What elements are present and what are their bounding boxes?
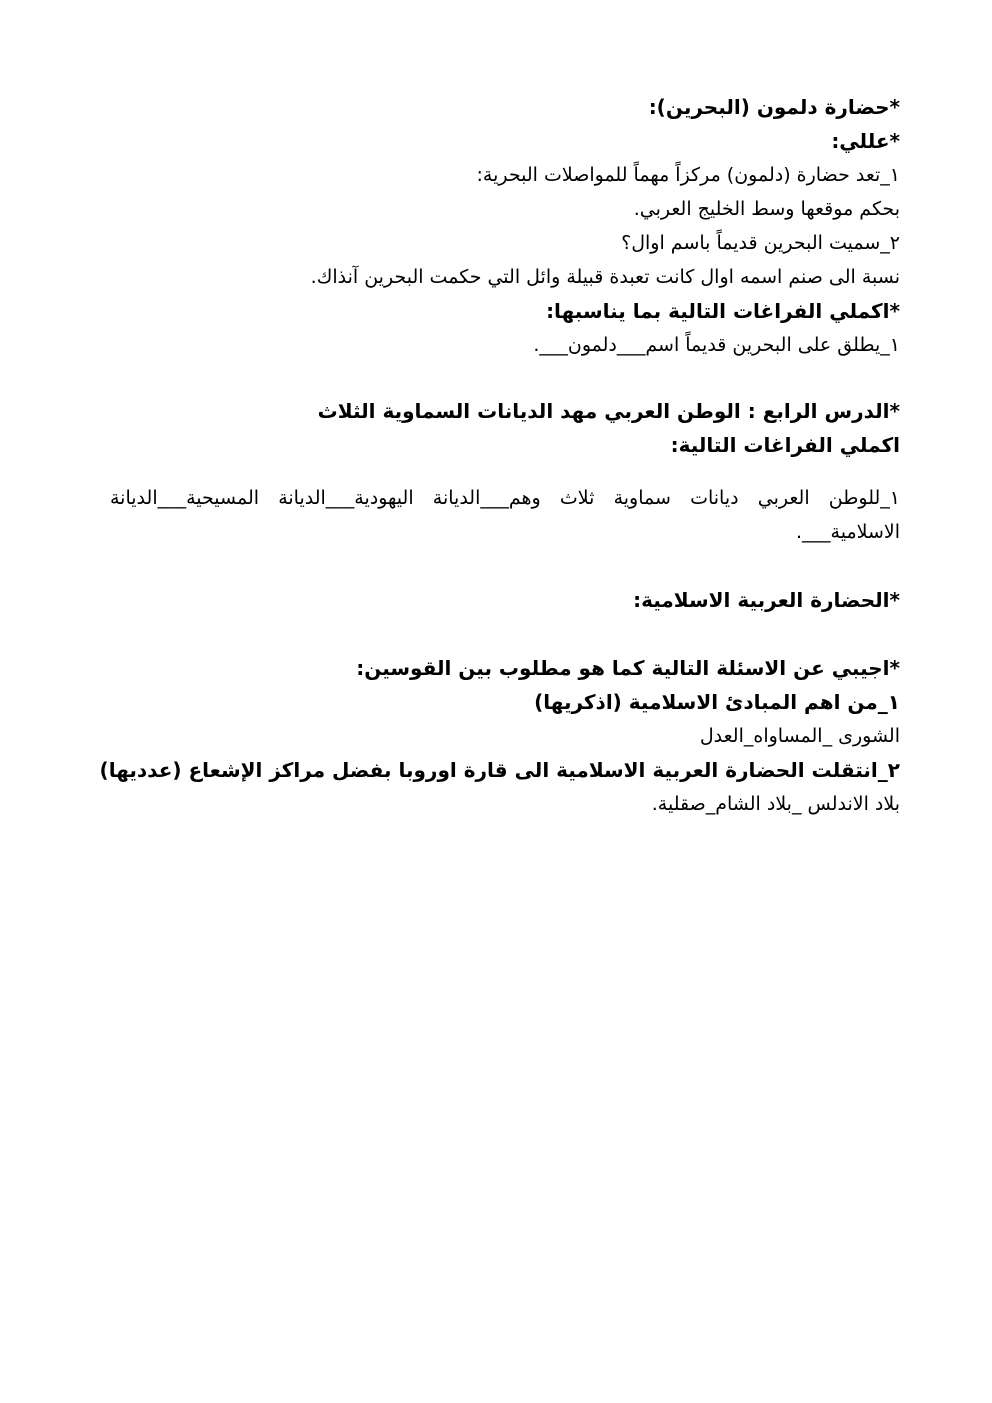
answer-principles: الشورى _المساواه_العدل bbox=[699, 725, 900, 747]
fill-blanks-heading: *اكملي الفراغات التالية بما يناسبها: bbox=[546, 299, 900, 323]
fill-blank-1: ١_يطلق على البحرين قديماً اسم___دلمون___. bbox=[533, 334, 900, 356]
explain-heading: *عللي: bbox=[831, 129, 900, 153]
answer-2: نسبة الى صنم اسمه اوال كانت تعبدة قبيلة وائل التي حكمت البحرين آنذاك. bbox=[310, 266, 900, 288]
section-title-islamic-civilization: *الحضارة العربية الاسلامية: bbox=[633, 588, 900, 612]
answer-centers: بلاد الاندلس _بلاد الشام_صقلية. bbox=[651, 793, 900, 815]
fill-blank-religions: ١_للوطن العربي ديانات سماوية ثلاث وهم___الديانة اليهودية___الديانة المسيحية___الديانة الاسلامية___. bbox=[110, 487, 900, 543]
section-title-dilmun: *حضارة دلمون (البحرين): bbox=[648, 95, 900, 119]
question-centers: ٢_انتقلت الحضارة العربية الاسلامية الى قارة اوروبا بفضل مراكز الإشعاع (عدديها) bbox=[99, 758, 900, 782]
question-1: ١_تعد حضارة (دلمون) مركزاً مهماً للمواصلات البحرية: bbox=[476, 164, 900, 186]
questions-instruction: *اجيبي عن الاسئلة التالية كما هو مطلوب بين القوسين: bbox=[356, 656, 900, 680]
question-principles: ١_من اهم المبادئ الاسلامية (اذكريها) bbox=[534, 690, 900, 714]
answer-1: بحكم موقعها وسط الخليج العربي. bbox=[633, 198, 900, 220]
lesson-four-title: *الدرس الرابع : الوطن العربي مهد الديانات السماوية الثلاث bbox=[317, 399, 900, 423]
fill-blanks-heading-2: اكملي الفراغات التالية: bbox=[670, 433, 900, 457]
document-content bbox=[99, 90, 900, 821]
question-2: ٢_سميت البحرين قديماً باسم اوال؟ bbox=[621, 232, 900, 254]
